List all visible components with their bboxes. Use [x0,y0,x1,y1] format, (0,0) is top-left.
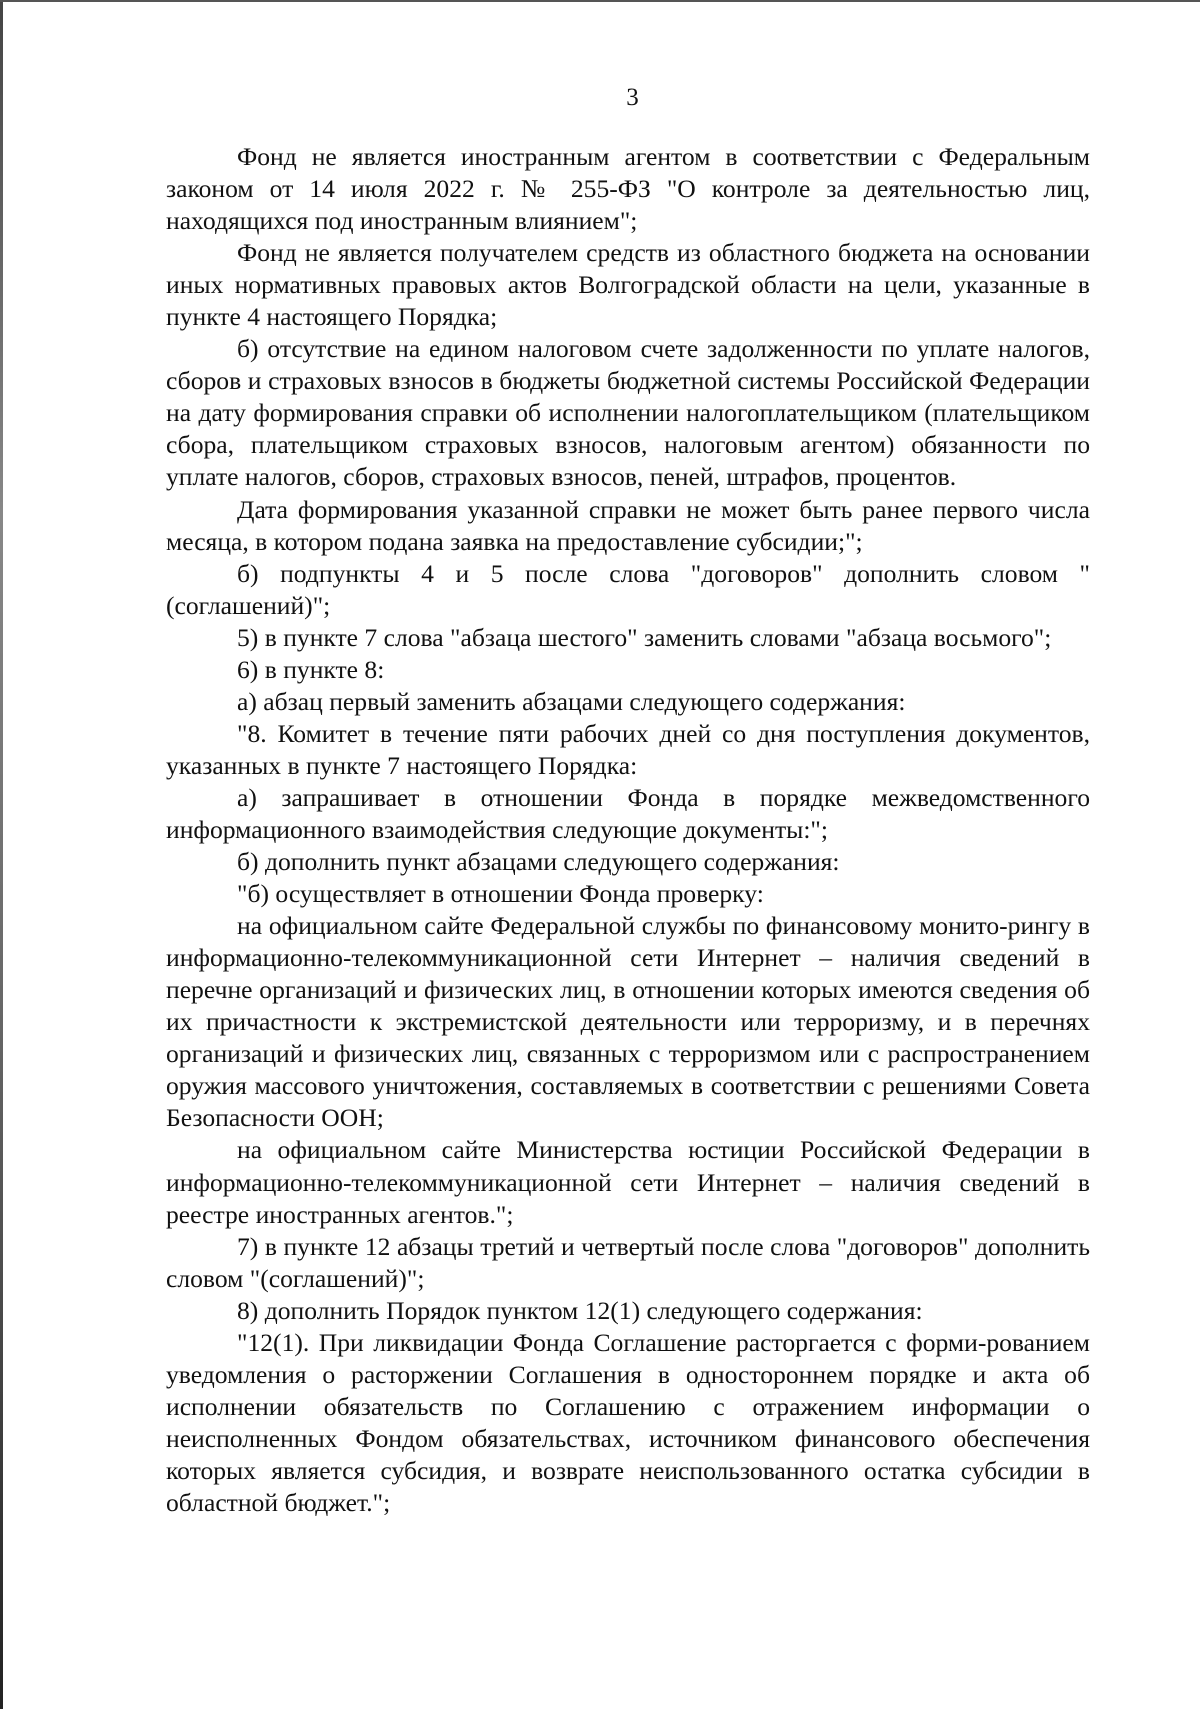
paragraph: "8. Комитет в течение пяти рабочих дней со дня поступления документов, указанных в пункте 7 настоящего Порядка: [166,718,1090,780]
paragraph: а) запрашивает в отношении Фонда в порядке межведомственного информационного взаимодействия следующие документы:"; [166,782,1090,844]
paragraph: Фонд не является иностранным агентом в соответствии с Федеральным законом от 14 июля 2022 г. № 255-ФЗ "О контроле за деятельностью лиц, находящихся под иностранным влиянием"; [166,142,1090,236]
paragraph: 5) в пункте 7 слова "абзаца шестого" заменить словами "абзаца восьмого"; [237,622,1052,652]
paragraph: на официальном сайте Министерства юстиции Российской Федерации в информационно-телекоммуникационной сети Интернет – наличия сведений в реестре иностранных агентов."; [166,1135,1090,1229]
page-number: 3 [626,84,639,111]
paragraph: Фонд не является получателем средств из областного бюджета на основании иных нормативных правовых актов Волгоградской области на цели, указанные в пункте 4 настоящего Порядка; [166,238,1090,332]
paragraph: 6) в пункте 8: [237,654,385,684]
paragraph: 8) дополнить Порядок пунктом 12(1) следующего содержания: [237,1295,923,1325]
paragraph: а) абзац первый заменить абзацами следующего содержания: [237,686,906,716]
paragraph: б) отсутствие на едином налоговом счете задолженности по уплате налогов, сборов и страховых взносов в бюджеты бюджетной системы Российской Федерации на дату формирования справки об исполнении налогоплательщиком (плательщиком сбора, плательщиком страховых взносов, налоговым агентом) обязанности по уплате налогов, сборов, страховых взносов, пеней, штрафов, процентов. [166,334,1090,492]
paragraph: б) подпункты 4 и 5 после слова "договоров" дополнить словом "(соглашений)"; [166,558,1090,620]
paragraph: б) дополнить пункт абзацами следующего содержания: [237,847,840,877]
scan-edge-top [0,0,1200,2]
paragraph: "12(1). При ликвидации Фонда Соглашение расторгается с форми-рованием уведомления о расторжении Соглашения в одностороннем порядке и акта об исполнении обязательств по Соглашению с отражением информации о неисполненных Фондом обязательствах, источником финансового обеспечения которых является субсидия, и возврате неиспользованного остатка субсидии в областной бюджет."; [166,1327,1090,1517]
paragraph: "б) осуществляет в отношении Фонда проверку: [237,879,764,909]
paragraph: 7) в пункте 12 абзацы третий и четвертый после слова "договоров" дополнить словом "(соглашений)"; [166,1231,1090,1293]
document-body [166,141,1090,1519]
scan-edge-left [0,0,3,1709]
paragraph: Дата формирования указанной справки не может быть ранее первого числа месяца, в котором подана заявка на предоставление субсидии;"; [166,494,1090,556]
paragraph: на официальном сайте Федеральной службы по финансовому монито-рингу в информационно-телекоммуникационной сети Интернет – наличия сведений в перечне организаций и физических лиц, в отношении которых имеются сведения об их причастности к экстремистской деятельности или терроризму, и в перечнях организаций и физических лиц, связанных с терроризмом или с распространением оружия массового уничтожения, составляемых в соответствии с решениями Совета Безопасности ООН; [166,911,1090,1133]
